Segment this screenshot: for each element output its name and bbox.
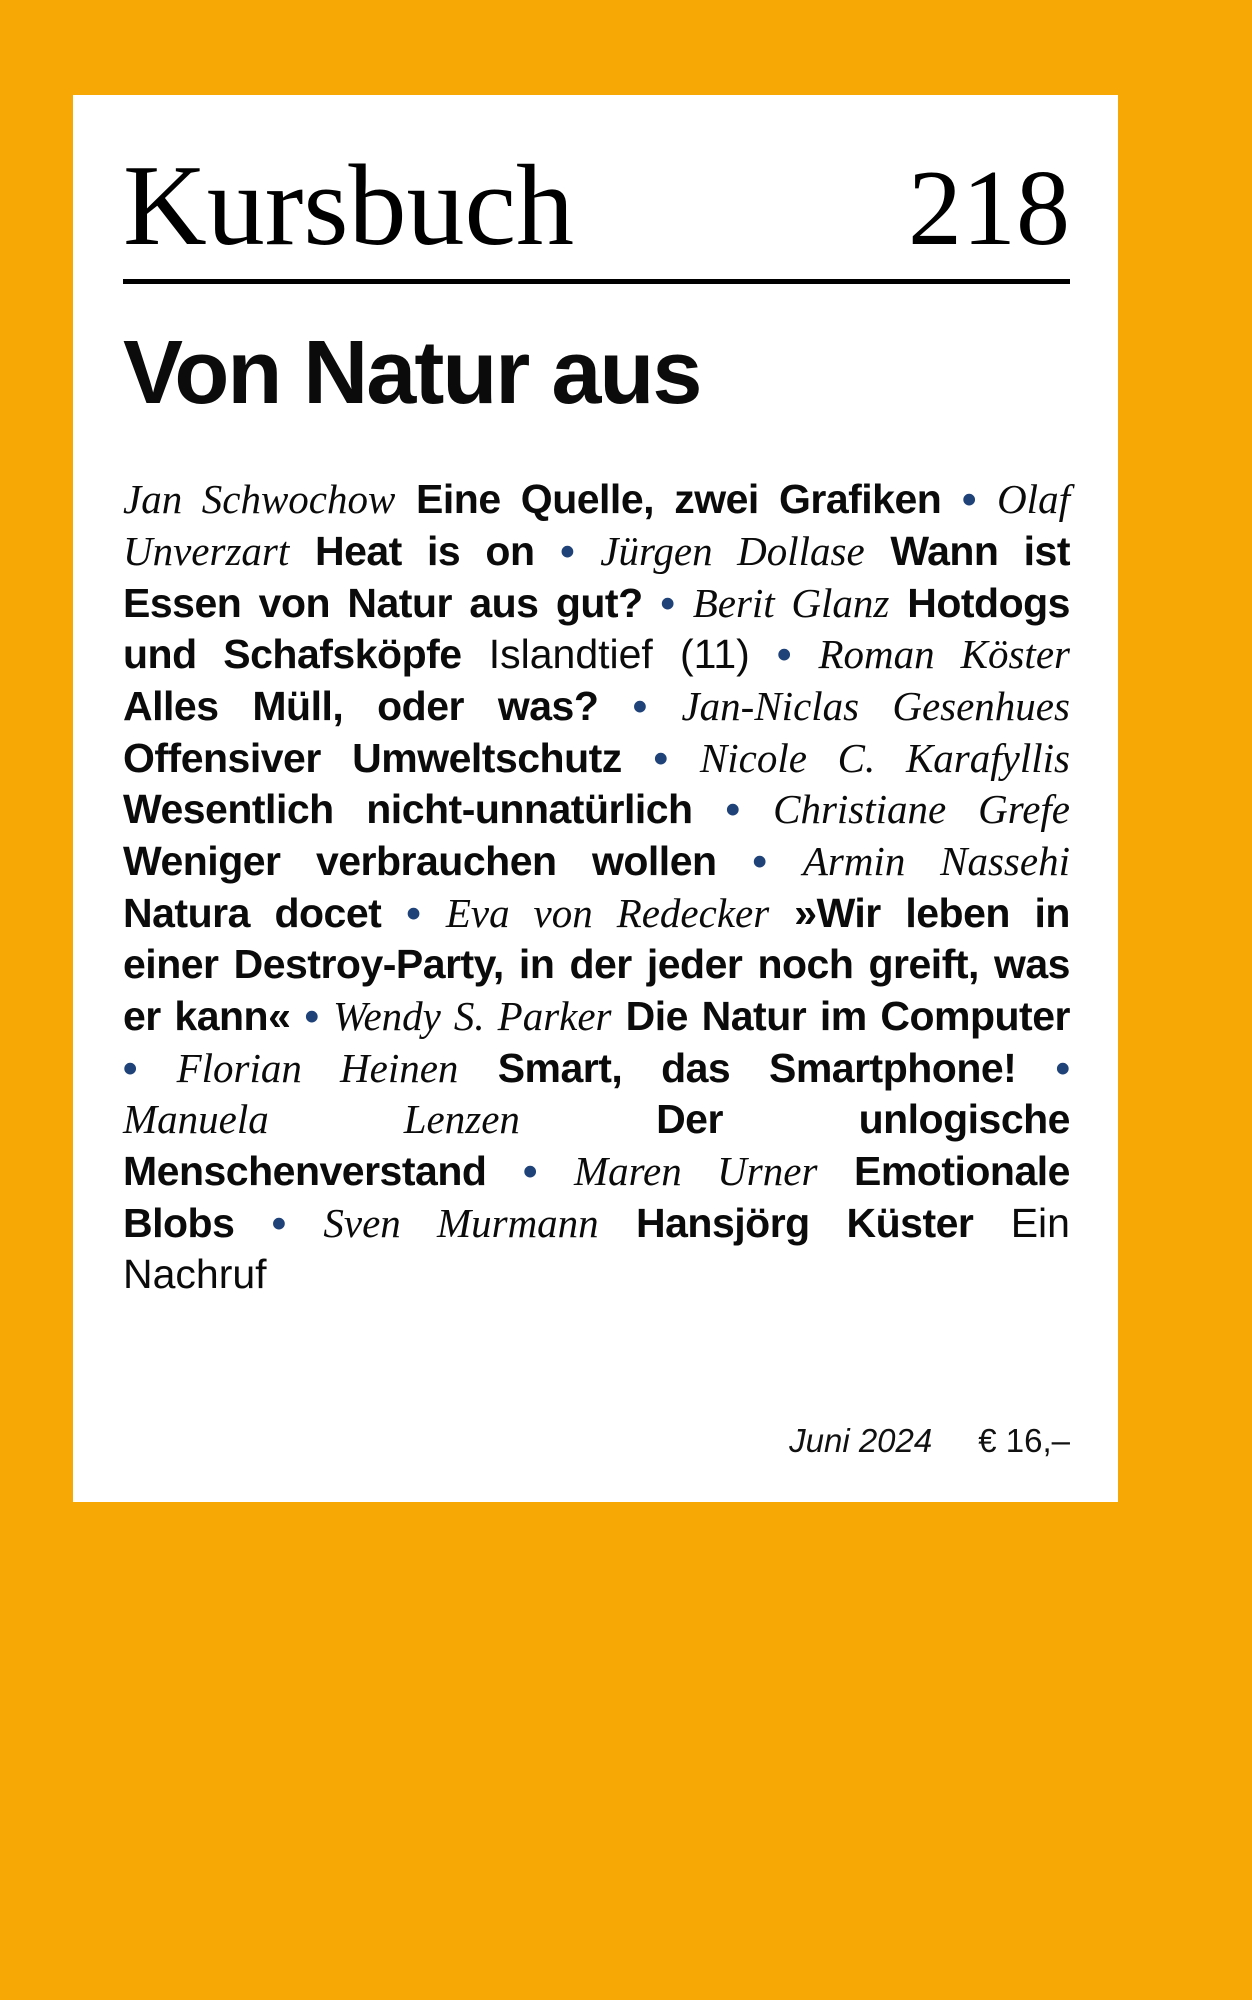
article-title: Der unlogische Menschenverstand [123, 1096, 1070, 1194]
issue-price: € 16,– [978, 1422, 1070, 1459]
author-name: Roman Köster [818, 631, 1070, 678]
bullet-separator: • [752, 837, 767, 884]
article-subtitle: Islandtief (11) [488, 631, 750, 678]
article-title: Emotionale Blobs [123, 1147, 1070, 1246]
bullet-separator: • [776, 631, 792, 678]
issue-number: 218 [908, 149, 1070, 268]
article-title: Smart, das Smartphone! [497, 1044, 1017, 1091]
issue-date: Juni 2024 [789, 1422, 933, 1459]
author-name: Wendy S. Parker [333, 992, 612, 1039]
article-title: Wesentlich nicht-unnatürlich [123, 786, 693, 833]
article-title: Hotdogs und Schafsköpfe [123, 579, 1070, 678]
bullet-separator: • [304, 992, 319, 1039]
article-title: Offensiver Umweltschutz [123, 734, 622, 781]
masthead-title: Kursbuch [123, 142, 575, 270]
bullet-separator: • [962, 476, 977, 523]
author-name: Jan Schwochow [123, 476, 396, 523]
article-title: Natura docet [123, 889, 382, 936]
article-title: Weniger verbrauchen wollen [123, 837, 717, 884]
masthead [123, 142, 1070, 284]
author-name: Berit Glanz [692, 579, 890, 626]
footer [123, 1422, 1070, 1460]
bullet-separator: • [653, 734, 669, 781]
contents-paragraph [123, 474, 1070, 1301]
cover-panel [73, 95, 1118, 1502]
bullet-separator: • [271, 1199, 287, 1246]
article-title: Wann ist Essen von Natur aus gut? [123, 527, 1070, 626]
author-name: Jan-Niclas Gesenhues [681, 682, 1070, 729]
article-subtitle: Ein Nachruf [123, 1199, 1070, 1298]
article-title: Alles Müll, oder was? [123, 682, 599, 729]
author-name: Olaf Unverzart [123, 476, 1070, 574]
author-name: Armin Nassehi [802, 837, 1070, 884]
author-name: Christiane Grefe [773, 786, 1070, 833]
article-title: Hansjörg Küster [636, 1199, 974, 1246]
author-name: Nicole C. Karafyllis [699, 734, 1070, 781]
author-name: Manuela Lenzen [123, 1096, 520, 1143]
bullet-separator: • [560, 527, 575, 574]
author-name: Jürgen Dollase [600, 527, 865, 574]
author-name: Florian Heinen [176, 1044, 459, 1091]
author-name: Eva von Redecker [445, 889, 770, 936]
bullet-separator: • [1055, 1044, 1070, 1091]
article-title: Die Natur im Computer [625, 992, 1070, 1039]
author-name: Maren Urner [573, 1147, 818, 1194]
cover-title: Von Natur aus [123, 323, 701, 424]
article-title: »Wir leben in einer Destroy-Party, in der jeder noch greift, was er kann« [123, 889, 1070, 1039]
bullet-separator: • [660, 579, 675, 626]
bullet-separator: • [406, 889, 421, 936]
bullet-separator: • [725, 786, 741, 833]
article-title: Eine Quelle, zwei Grafiken [416, 476, 942, 523]
article-title: Heat is on [314, 527, 535, 574]
author-name: Sven Murmann [323, 1199, 599, 1246]
bullet-separator: • [632, 682, 648, 729]
bullet-separator: • [123, 1044, 138, 1091]
bullet-separator: • [523, 1147, 538, 1194]
